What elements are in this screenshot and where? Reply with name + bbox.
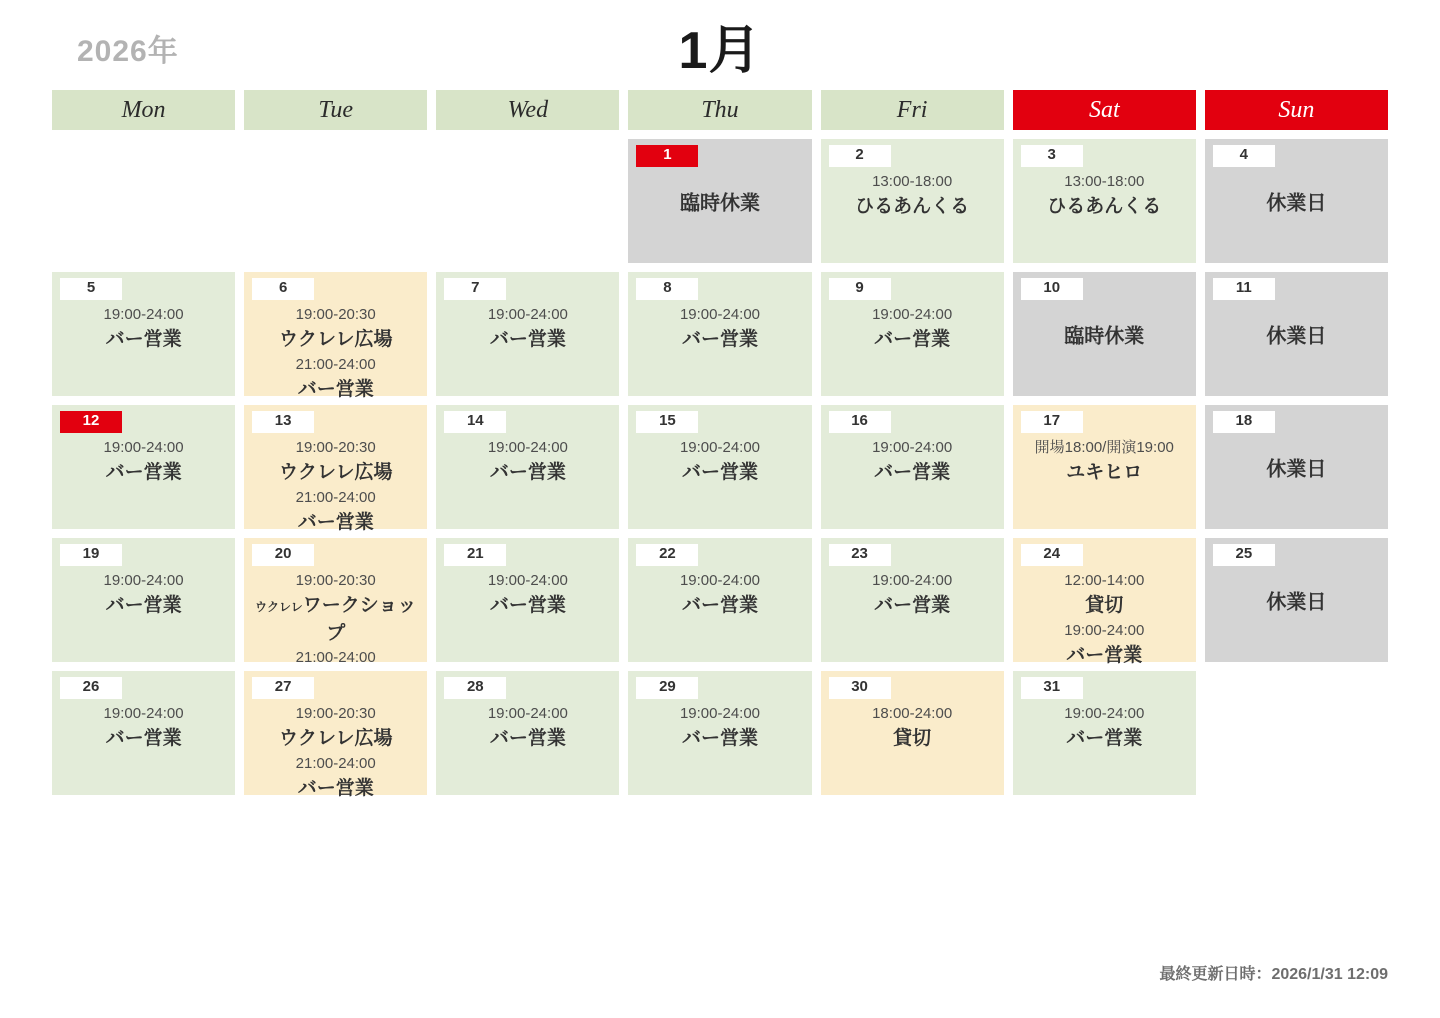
calendar-day-cell[interactable] bbox=[52, 405, 235, 529]
calendar-day-cell[interactable] bbox=[244, 405, 427, 534]
calendar-day-cell[interactable] bbox=[244, 272, 427, 401]
event-label-main: ワークショップ bbox=[302, 595, 417, 644]
day-content bbox=[244, 304, 427, 404]
calendar-day-cell[interactable] bbox=[1205, 139, 1388, 263]
event-label: バー営業 bbox=[874, 462, 951, 483]
weekday-header-fri bbox=[821, 90, 1004, 130]
day-number: 31 bbox=[1021, 677, 1083, 699]
calendar-day-cell[interactable] bbox=[821, 405, 1004, 529]
event-label: バー営業 bbox=[489, 329, 566, 350]
event-label: バー営業 bbox=[297, 778, 374, 800]
day-number: 21 bbox=[444, 544, 506, 566]
event-label: バー営業 bbox=[681, 329, 758, 350]
event-label: 休業日 bbox=[1266, 192, 1327, 215]
event-label: バー営業 bbox=[297, 512, 374, 534]
event-label: バー営業 bbox=[1066, 728, 1143, 749]
calendar-grid bbox=[52, 139, 1388, 800]
calendar-day-cell[interactable] bbox=[821, 671, 1004, 795]
event-label: ユキヒロ bbox=[1066, 462, 1143, 483]
weekday-header-wed bbox=[436, 90, 619, 130]
day-content bbox=[628, 304, 811, 354]
month-title: 1月 bbox=[678, 22, 762, 80]
event-label: バー営業 bbox=[105, 329, 182, 350]
calendar-day-cell[interactable] bbox=[436, 272, 619, 396]
calendar-day-cell[interactable] bbox=[1205, 405, 1388, 529]
calendar-day-cell[interactable] bbox=[628, 272, 811, 396]
day-number: 27 bbox=[252, 677, 314, 699]
day-number: 4 bbox=[1213, 145, 1275, 167]
event-time: 19:00-24:00 bbox=[679, 571, 761, 589]
event-label: 休業日 bbox=[1266, 458, 1327, 481]
day-content bbox=[1205, 588, 1388, 617]
event-label: 貸切 bbox=[893, 728, 932, 749]
event-time: 19:00-24:00 bbox=[1064, 704, 1145, 722]
event-label: ひるあんくる bbox=[1047, 196, 1162, 217]
calendar-day-cell[interactable] bbox=[1013, 272, 1196, 396]
event-label: バー営業 bbox=[105, 462, 182, 483]
event-label: バー営業 bbox=[489, 728, 566, 749]
event-label: 休業日 bbox=[1266, 591, 1327, 614]
day-number: 19 bbox=[60, 544, 122, 566]
day-number: 28 bbox=[444, 677, 506, 699]
event-time: 19:00-24:00 bbox=[679, 305, 761, 323]
day-content bbox=[1013, 322, 1196, 351]
event-label: バー営業 bbox=[874, 329, 951, 350]
calendar-day-cell[interactable] bbox=[628, 139, 811, 263]
calendar-day-cell[interactable] bbox=[244, 538, 427, 667]
weekday-label: Wed bbox=[507, 96, 549, 123]
calendar-day-cell[interactable] bbox=[436, 405, 619, 529]
event-time: 19:00-24:00 bbox=[872, 305, 953, 323]
day-content bbox=[628, 437, 811, 487]
calendar-day-cell[interactable] bbox=[821, 139, 1004, 263]
day-number: 23 bbox=[829, 544, 891, 566]
day-content bbox=[1013, 437, 1196, 487]
event-time: 21:00-24:00 bbox=[295, 754, 376, 772]
day-number: 17 bbox=[1021, 411, 1083, 433]
event-time: 19:00-24:00 bbox=[487, 438, 568, 456]
event-label: バー営業 bbox=[681, 595, 758, 616]
calendar-day-cell[interactable] bbox=[628, 671, 811, 795]
day-content bbox=[436, 304, 619, 354]
day-number: 15 bbox=[636, 411, 698, 433]
day-content bbox=[628, 703, 811, 753]
calendar-cell-empty bbox=[244, 139, 427, 263]
event-time: 12:00-14:00 bbox=[1064, 571, 1145, 589]
calendar-day-cell[interactable] bbox=[628, 538, 811, 662]
event-time: 開場18:00/開演19:00 bbox=[1034, 438, 1174, 456]
calendar-day-cell[interactable] bbox=[436, 538, 619, 662]
day-number: 12 bbox=[60, 411, 122, 433]
weekday-header-tue bbox=[244, 90, 427, 130]
event-time: 19:00-24:00 bbox=[103, 704, 184, 722]
event-label: バー営業 bbox=[105, 595, 182, 616]
calendar-day-cell[interactable] bbox=[1013, 538, 1196, 667]
calendar-header bbox=[52, 0, 1388, 90]
event-label: ウクレレ広場 bbox=[278, 728, 393, 749]
day-content bbox=[628, 570, 811, 620]
weekday-label: Thu bbox=[701, 96, 739, 123]
day-number: 26 bbox=[60, 677, 122, 699]
event-label: バー営業 bbox=[681, 462, 758, 483]
event-time: 21:00-24:00 bbox=[295, 355, 376, 373]
day-content bbox=[821, 171, 1004, 221]
event-time: 19:00-20:30 bbox=[295, 571, 376, 589]
day-number: 13 bbox=[252, 411, 314, 433]
weekday-label: Tue bbox=[318, 96, 354, 123]
day-content bbox=[244, 437, 427, 537]
weekday-header-mon bbox=[52, 90, 235, 130]
calendar-cell-empty bbox=[436, 139, 619, 263]
calendar-day-cell[interactable] bbox=[52, 538, 235, 662]
event-label: 休業日 bbox=[1266, 325, 1327, 348]
day-content bbox=[52, 703, 235, 753]
calendar-day-cell[interactable] bbox=[628, 405, 811, 529]
calendar-day-cell[interactable] bbox=[1205, 272, 1388, 396]
weekday-header-thu bbox=[628, 90, 811, 130]
day-number: 3 bbox=[1021, 145, 1083, 167]
day-number: 9 bbox=[829, 278, 891, 300]
day-number: 7 bbox=[444, 278, 506, 300]
day-content bbox=[244, 703, 427, 803]
day-number: 6 bbox=[252, 278, 314, 300]
day-content bbox=[436, 703, 619, 753]
day-content bbox=[821, 437, 1004, 487]
day-content bbox=[1013, 570, 1196, 670]
event-label: バー営業 bbox=[105, 728, 182, 749]
event-label: バー営業 bbox=[489, 595, 566, 616]
day-number: 18 bbox=[1213, 411, 1275, 433]
event-time: 21:00-24:00 bbox=[295, 649, 376, 667]
day-number: 20 bbox=[252, 544, 314, 566]
calendar-day-cell[interactable] bbox=[1013, 671, 1196, 795]
day-number: 29 bbox=[636, 677, 698, 699]
day-number: 11 bbox=[1213, 278, 1275, 300]
day-content bbox=[1013, 171, 1196, 221]
day-number: 14 bbox=[444, 411, 506, 433]
calendar-day-cell[interactable] bbox=[1013, 405, 1196, 529]
day-number: 1 bbox=[636, 145, 698, 167]
day-number: 22 bbox=[636, 544, 698, 566]
event-label: バー営業 bbox=[874, 595, 951, 616]
day-number: 16 bbox=[829, 411, 891, 433]
day-number: 30 bbox=[829, 677, 891, 699]
day-content bbox=[436, 570, 619, 620]
calendar-cell-empty bbox=[52, 139, 235, 263]
event-time: 19:00-24:00 bbox=[487, 305, 568, 323]
calendar-day-cell[interactable] bbox=[52, 671, 235, 795]
event-label: バー営業 bbox=[1066, 645, 1143, 667]
event-time: 19:00-20:30 bbox=[295, 438, 376, 456]
day-number: 8 bbox=[636, 278, 698, 300]
weekday-label: Fri bbox=[896, 96, 928, 123]
event-time: 13:00-18:00 bbox=[872, 172, 953, 190]
day-content bbox=[1013, 703, 1196, 753]
day-content bbox=[821, 703, 1004, 753]
event-label: ひるあんくる bbox=[855, 196, 970, 217]
calendar-day-cell[interactable] bbox=[821, 538, 1004, 662]
event-time: 19:00-24:00 bbox=[103, 571, 184, 589]
event-label: 貸切 bbox=[1085, 595, 1124, 616]
year-label: 2026年 bbox=[77, 35, 179, 68]
event-time: 18:00-24:00 bbox=[872, 704, 953, 722]
event-label: ウクレレ広場 bbox=[278, 462, 393, 483]
day-number: 24 bbox=[1021, 544, 1083, 566]
event-time: 21:00-24:00 bbox=[295, 488, 376, 506]
calendar-cell-empty bbox=[1205, 671, 1388, 795]
day-content bbox=[1205, 322, 1388, 351]
calendar-day-cell[interactable] bbox=[1205, 538, 1388, 662]
event-label bbox=[248, 592, 423, 647]
event-time: 19:00-24:00 bbox=[872, 571, 953, 589]
day-number: 10 bbox=[1021, 278, 1083, 300]
event-label: バー営業 bbox=[489, 462, 566, 483]
event-label: 臨時休業 bbox=[679, 192, 760, 215]
calendar-day-cell[interactable] bbox=[244, 671, 427, 800]
day-content bbox=[628, 189, 811, 218]
event-label: 臨時休業 bbox=[1064, 325, 1145, 348]
event-time: 19:00-24:00 bbox=[1064, 621, 1145, 639]
weekday-label: Sat bbox=[1088, 96, 1120, 123]
calendar-day-cell[interactable] bbox=[436, 671, 619, 795]
day-number: 25 bbox=[1213, 544, 1275, 566]
day-content bbox=[1205, 455, 1388, 484]
day-content bbox=[821, 304, 1004, 354]
event-time: 19:00-24:00 bbox=[679, 704, 761, 722]
day-content bbox=[1205, 189, 1388, 218]
weekday-header-sat bbox=[1013, 90, 1196, 130]
day-content bbox=[821, 570, 1004, 620]
weekday-label: Sun bbox=[1278, 96, 1315, 123]
event-time: 19:00-24:00 bbox=[487, 704, 568, 722]
day-content bbox=[52, 570, 235, 620]
event-label-prefix: ウクレレ bbox=[255, 600, 303, 614]
weekday-label: Mon bbox=[121, 96, 166, 123]
event-time: 19:00-24:00 bbox=[872, 438, 953, 456]
last-updated: 最終更新日時：2026/1/31 12:09 bbox=[1159, 966, 1388, 983]
day-content bbox=[52, 437, 235, 487]
weekday-header-row bbox=[52, 90, 1388, 130]
calendar-day-cell[interactable] bbox=[1013, 139, 1196, 263]
event-label: バー営業 bbox=[681, 728, 758, 749]
event-label: ウクレレ広場 bbox=[278, 329, 393, 350]
calendar-day-cell[interactable] bbox=[52, 272, 235, 396]
day-content bbox=[52, 304, 235, 354]
day-content bbox=[436, 437, 619, 487]
day-number: 5 bbox=[60, 278, 122, 300]
event-time: 19:00-24:00 bbox=[103, 305, 184, 323]
calendar-day-cell[interactable] bbox=[821, 272, 1004, 396]
event-time: 19:00-24:00 bbox=[487, 571, 568, 589]
event-time: 19:00-20:30 bbox=[295, 704, 376, 722]
event-time: 19:00-24:00 bbox=[679, 438, 761, 456]
event-time: 19:00-24:00 bbox=[103, 438, 184, 456]
weekday-header-sun bbox=[1205, 90, 1388, 130]
day-number: 2 bbox=[829, 145, 891, 167]
event-time: 13:00-18:00 bbox=[1064, 172, 1145, 190]
event-label: バー営業 bbox=[297, 379, 374, 401]
event-time: 19:00-20:30 bbox=[295, 305, 376, 323]
